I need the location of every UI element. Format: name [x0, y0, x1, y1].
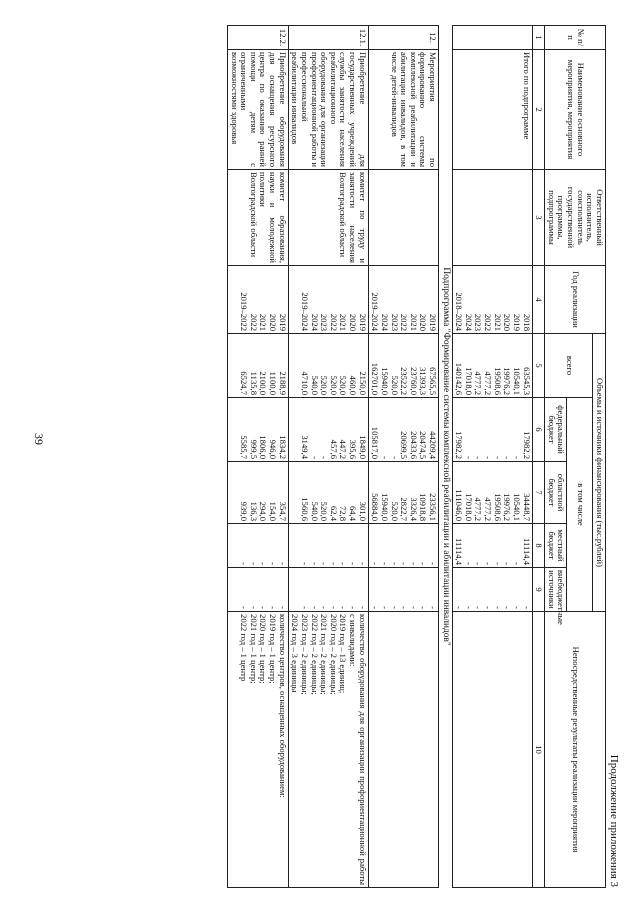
- continuation-label: Продолжение приложения 3: [608, 754, 620, 887]
- cell-line: 1135,8: [248, 371, 259, 395]
- cell-line: 1806,0: [258, 435, 269, 459]
- cell-line: 2019–2024: [299, 292, 310, 331]
- cell-line: 31393,3: [418, 367, 429, 395]
- cell-line: 2019 год – 13 единиц;: [338, 614, 349, 694]
- regional-amount: [368, 462, 438, 524]
- cell-line: 2022: [248, 313, 259, 331]
- cell-line: 2023: [319, 313, 330, 331]
- cell-line: 23760,0: [408, 367, 419, 395]
- executor: комитет образования, науки и молодежной политики Волгоградской области: [227, 170, 288, 266]
- executor: [368, 170, 438, 266]
- total-extra: [452, 568, 532, 612]
- cell-line: 2020: [502, 313, 513, 331]
- cell-line: -: [428, 606, 439, 610]
- cell-line: количество центров, оснащенных оборудованием:: [277, 614, 288, 798]
- cell-line: 2019 год – 1 центр;: [268, 614, 279, 684]
- cell-line: 162701,0: [370, 362, 381, 395]
- cell-line: 56884,0: [370, 493, 381, 521]
- cell-line: 11114,4: [454, 538, 465, 565]
- years-list: [288, 266, 368, 334]
- cell-line: 2023 год – 2 единицы;: [299, 614, 310, 695]
- cell-line: 2021 год – 1 центр;: [248, 614, 259, 684]
- cell-line: -: [389, 606, 400, 610]
- cell-line: -: [319, 562, 330, 565]
- cell-line: 19976,2: [502, 493, 513, 521]
- cell-line: 2024 год – 3 единицы: [290, 614, 301, 693]
- cell-line: -: [319, 606, 330, 610]
- measure-name: Приобретение для государственных учреждений службы занятости населения реабилитационного оборудования для организации профориентационной работы и профессиональной реабилитации инвалидов: [288, 50, 368, 170]
- cell-line: 4710,0: [299, 371, 310, 395]
- cell-line: 44209,4: [428, 431, 439, 459]
- cell-line: 3149,4: [299, 435, 310, 459]
- result-text: [288, 612, 368, 888]
- cell-line: 136,3: [248, 501, 259, 521]
- cell-line: 540,0: [309, 375, 320, 395]
- result-text: [368, 612, 438, 888]
- executor: комитет по труду и занятости населения Волгоградской области: [288, 170, 368, 266]
- cell-line: 4777,2: [483, 497, 494, 521]
- cell-line: -: [463, 456, 474, 459]
- cell-line: 10918,8: [418, 493, 429, 521]
- cell-line: 17018,0: [463, 367, 474, 395]
- cell-line: 520,0: [389, 375, 400, 395]
- cell-line: -: [379, 606, 390, 610]
- cell-line: 2020: [268, 313, 279, 331]
- cell-line: -: [277, 562, 288, 565]
- subprogram-title: Подпрограмма "Формирование системы комплексной реабилитации и абилитации инвалидов": [439, 26, 453, 888]
- cell-line: 11114,4: [521, 538, 532, 565]
- cell-line: -: [473, 606, 484, 610]
- cell-line: 354,7: [277, 501, 288, 521]
- federal-amount: [368, 398, 438, 462]
- table-row: [227, 26, 288, 888]
- page-number: 39: [32, 433, 46, 445]
- regional-amount: [288, 462, 368, 524]
- cell-line: -: [463, 562, 474, 565]
- cell-line: 2024: [379, 313, 390, 331]
- measure-name: Приобретение оборудования для оснащения ресурсного центра по оказанию ранней помощи детям с ограниченными возможностями здоровья: [227, 50, 288, 170]
- cell-line: 2019–2022: [239, 292, 250, 331]
- col-number: 6: [532, 398, 545, 462]
- cell-line: 2188,9: [277, 371, 288, 395]
- cell-line: -: [399, 606, 410, 610]
- cell-line: 15940,0: [379, 367, 390, 395]
- header-year: Год реализации: [545, 266, 606, 334]
- total-regional: [452, 462, 532, 524]
- cell-line: -: [239, 562, 250, 565]
- cell-line: 19508,6: [492, 493, 503, 521]
- cell-line: -: [239, 606, 250, 610]
- cell-line: 20474,5: [418, 431, 429, 459]
- col-number: 3: [532, 170, 545, 266]
- extra-amount: [288, 568, 368, 612]
- cell-line: 540,0: [309, 501, 320, 521]
- cell-line: 2024: [309, 313, 320, 331]
- cell-line: 72,8: [338, 505, 349, 521]
- cell-line: -: [473, 562, 484, 565]
- col-number: 9: [532, 568, 545, 612]
- cell-line: 140142,6: [454, 362, 465, 395]
- cell-line: 2022: [399, 313, 410, 331]
- header-num: № п/п: [545, 26, 606, 50]
- cell-line: 2022 год – 2 единицы;: [309, 614, 320, 695]
- cell-line: 2020 год – 2 единицы;: [328, 614, 339, 695]
- header-extra: внебюджетные источники: [545, 568, 567, 612]
- cell-line: 2019–2024: [370, 292, 381, 331]
- col-number: 4: [532, 266, 545, 334]
- row-number: 12.2.: [227, 26, 288, 50]
- table-row: [368, 26, 438, 888]
- header-total: всего: [545, 334, 593, 398]
- cell-line: 1849,0: [357, 435, 368, 459]
- cell-line: -: [512, 456, 522, 459]
- subprogram-row: [439, 26, 453, 888]
- cell-line: -: [389, 562, 400, 565]
- header-including: в том числе: [567, 398, 593, 612]
- cell-line: 2020: [418, 313, 429, 331]
- cell-line: 34448,7: [521, 493, 532, 521]
- col-number: 1: [532, 26, 545, 50]
- extra-amount: [227, 568, 288, 612]
- cell-line: 2024: [463, 313, 474, 331]
- cell-line: 2019: [512, 313, 522, 331]
- cell-line: 2019: [277, 313, 288, 331]
- cell-line: -: [248, 562, 259, 565]
- cell-line: 20699,5: [399, 431, 410, 459]
- cell-line: 395,6: [348, 439, 359, 459]
- financing-table: [227, 25, 606, 888]
- cell-line: -: [483, 606, 494, 610]
- cell-line: -: [502, 562, 513, 565]
- table-body: [227, 26, 438, 888]
- cell-line: -: [454, 606, 465, 610]
- col-number: 10: [532, 612, 545, 888]
- rotated-page: [100, 25, 620, 895]
- cell-line: 63545,3: [521, 367, 532, 395]
- cell-line: -: [370, 606, 381, 610]
- regional-amount: [227, 462, 288, 524]
- cell-line: -: [328, 562, 339, 565]
- cell-line: 2019: [428, 313, 439, 331]
- local-amount: [227, 524, 288, 568]
- cell-line: 520,0: [328, 375, 339, 395]
- cell-line: -: [309, 562, 320, 565]
- header-local: местный бюджет: [545, 524, 567, 568]
- cell-line: 2019: [357, 313, 368, 331]
- cell-line: -: [483, 562, 494, 565]
- col-number: 2: [532, 50, 545, 170]
- cell-line: 2022: [328, 313, 339, 331]
- cell-line: -: [418, 606, 429, 610]
- cell-line: 939,0: [239, 501, 250, 521]
- total-amount: [368, 334, 438, 398]
- cell-line: 154,0: [268, 501, 279, 521]
- cell-line: 2021 год – 2 единицы;: [319, 614, 330, 695]
- cell-line: -: [473, 456, 484, 459]
- header-name: Наименование основного мероприятия, мероприятия: [545, 50, 606, 170]
- cell-line: 6524,7: [239, 371, 250, 395]
- cell-line: 15940,0: [379, 493, 390, 521]
- col-number: 8: [532, 524, 545, 568]
- cell-line: 2020: [348, 313, 359, 331]
- cell-line: 2022: [483, 313, 494, 331]
- table-row-total: [452, 26, 532, 888]
- cell-line: -: [379, 456, 390, 459]
- cell-line: 23522,2: [399, 367, 410, 395]
- cell-line: -: [268, 606, 279, 610]
- cell-line: 4777,2: [483, 371, 494, 395]
- cell-line: 301,0: [357, 501, 368, 521]
- row-number: 12.: [368, 26, 438, 50]
- cell-line: 4777,2: [473, 497, 484, 521]
- cell-line: -: [268, 562, 279, 565]
- cell-line: 1100,0: [268, 371, 279, 395]
- cell-line: -: [309, 606, 320, 610]
- cell-line: 2021: [492, 313, 503, 331]
- cell-line: 3326,4: [408, 497, 419, 521]
- cell-line: -: [389, 456, 400, 459]
- cell-line: -: [277, 606, 288, 610]
- cell-line: 2018–2024: [454, 292, 465, 331]
- cell-line: 294,0: [258, 501, 269, 521]
- cell-line: количество оборудования для организации профориентационной работы с инвалидами:: [348, 614, 368, 886]
- cell-line: -: [357, 562, 368, 565]
- local-amount: [288, 524, 368, 568]
- result-text: [227, 612, 288, 888]
- header-results: Непосредственные результаты реализации мероприятия: [545, 612, 606, 888]
- local-amount: [368, 524, 438, 568]
- cell-line: -: [379, 562, 390, 565]
- total-amount: [227, 334, 288, 398]
- cell-line: 2100,0: [258, 371, 269, 395]
- cell-line: 2020 год – 1 центр;: [258, 614, 269, 684]
- federal-amount: [288, 398, 368, 462]
- cell-line: 520,0: [389, 501, 400, 521]
- cell-line: 520,0: [319, 501, 330, 521]
- cell-line: -: [512, 606, 522, 610]
- cell-line: -: [258, 606, 269, 610]
- cell-line: 19976,2: [502, 367, 513, 395]
- cell-line: 17018,0: [463, 493, 474, 521]
- cell-line: 2018: [521, 313, 532, 331]
- cell-line: 2822,7: [399, 497, 410, 521]
- header-regional: областной бюджет: [545, 462, 567, 524]
- measure-name: Мероприятия по формированию системы комплексной реабилитации и абилитации инвалидов, в том числе детей-инвалидов: [368, 50, 438, 170]
- total-local: [452, 524, 532, 568]
- cell-line: -: [512, 562, 522, 565]
- cell-line: 17982,2: [521, 431, 532, 459]
- header-federal: федеральный бюджет: [545, 398, 567, 462]
- total-amount: [288, 334, 368, 398]
- cell-line: 5585,7: [239, 435, 250, 459]
- cell-line: -: [338, 562, 349, 565]
- cell-line: -: [483, 456, 494, 459]
- cell-line: 2021: [408, 313, 419, 331]
- header-financing: Объемы и источники финансирования (тыс.рублей): [593, 334, 606, 612]
- cell-line: 1834,2: [277, 435, 288, 459]
- cell-line: -: [492, 562, 503, 565]
- cell-line: -: [338, 606, 349, 610]
- cell-line: -: [408, 562, 419, 565]
- cell-line: -: [348, 606, 359, 610]
- cell-line: 999,5: [248, 439, 259, 459]
- years-list: [368, 266, 438, 334]
- row-number: 12.1.: [288, 26, 368, 50]
- cell-line: -: [492, 456, 503, 459]
- cell-line: -: [299, 562, 310, 565]
- total-federal: [452, 398, 532, 462]
- cell-line: 19508,6: [492, 367, 503, 395]
- cell-line: -: [370, 562, 381, 565]
- cell-line: 20433,6: [408, 431, 419, 459]
- cell-line: -: [502, 456, 513, 459]
- cell-line: 10540,1: [512, 493, 522, 521]
- cell-line: -: [328, 606, 339, 610]
- cell-line: 2023: [389, 313, 400, 331]
- cell-line: 17982,2: [454, 431, 465, 459]
- cell-line: -: [521, 606, 532, 610]
- cell-line: 2150,0: [357, 371, 368, 395]
- extra-amount: [368, 568, 438, 612]
- table-row: [288, 26, 368, 888]
- cell-line: -: [399, 562, 410, 565]
- cell-line: 4777,2: [473, 371, 484, 395]
- cell-line: 2023: [473, 313, 484, 331]
- cell-line: 520,0: [319, 375, 330, 395]
- total-all: [452, 334, 532, 398]
- cell-line: -: [502, 606, 513, 610]
- cell-line: 10540,1: [512, 367, 522, 395]
- cell-line: 111046,0: [454, 489, 465, 521]
- cell-line: 447,2: [338, 439, 349, 459]
- cell-line: 2021: [338, 313, 349, 331]
- total-label: Итого по подпрограмме: [452, 50, 532, 170]
- total-years: [452, 266, 532, 334]
- cell-line: -: [319, 456, 330, 459]
- cell-line: 2022 год – 1 центр: [239, 614, 250, 682]
- cell-line: -: [348, 562, 359, 565]
- federal-amount: [227, 398, 288, 462]
- cell-line: -: [418, 562, 429, 565]
- cell-line: 23356,1: [428, 493, 439, 521]
- cell-line: 64,4: [348, 505, 359, 521]
- cell-line: 457,6: [328, 439, 339, 459]
- cell-line: 67565,5: [428, 367, 439, 395]
- cell-line: -: [258, 562, 269, 565]
- cell-line: -: [428, 562, 439, 565]
- cell-line: 460,0: [348, 375, 359, 395]
- cell-line: -: [463, 606, 474, 610]
- cell-line: 520,0: [338, 375, 349, 395]
- cell-line: -: [357, 606, 368, 610]
- col-number: 7: [532, 462, 545, 524]
- years-list: [227, 266, 288, 334]
- cell-line: 62,4: [328, 505, 339, 521]
- cell-line: -: [492, 606, 503, 610]
- cell-line: -: [299, 606, 310, 610]
- cell-line: 105817,0: [370, 426, 381, 459]
- cell-line: -: [309, 456, 320, 459]
- cell-line: 1560,6: [299, 497, 310, 521]
- col-number: 5: [532, 334, 545, 398]
- cell-line: -: [408, 606, 419, 610]
- cell-line: 946,0: [268, 439, 279, 459]
- header-executor: Ответственный исполнитель, соисполнитель государственной программы, подпрограммы: [545, 170, 606, 266]
- cell-line: -: [248, 606, 259, 610]
- cell-line: 2021: [258, 313, 269, 331]
